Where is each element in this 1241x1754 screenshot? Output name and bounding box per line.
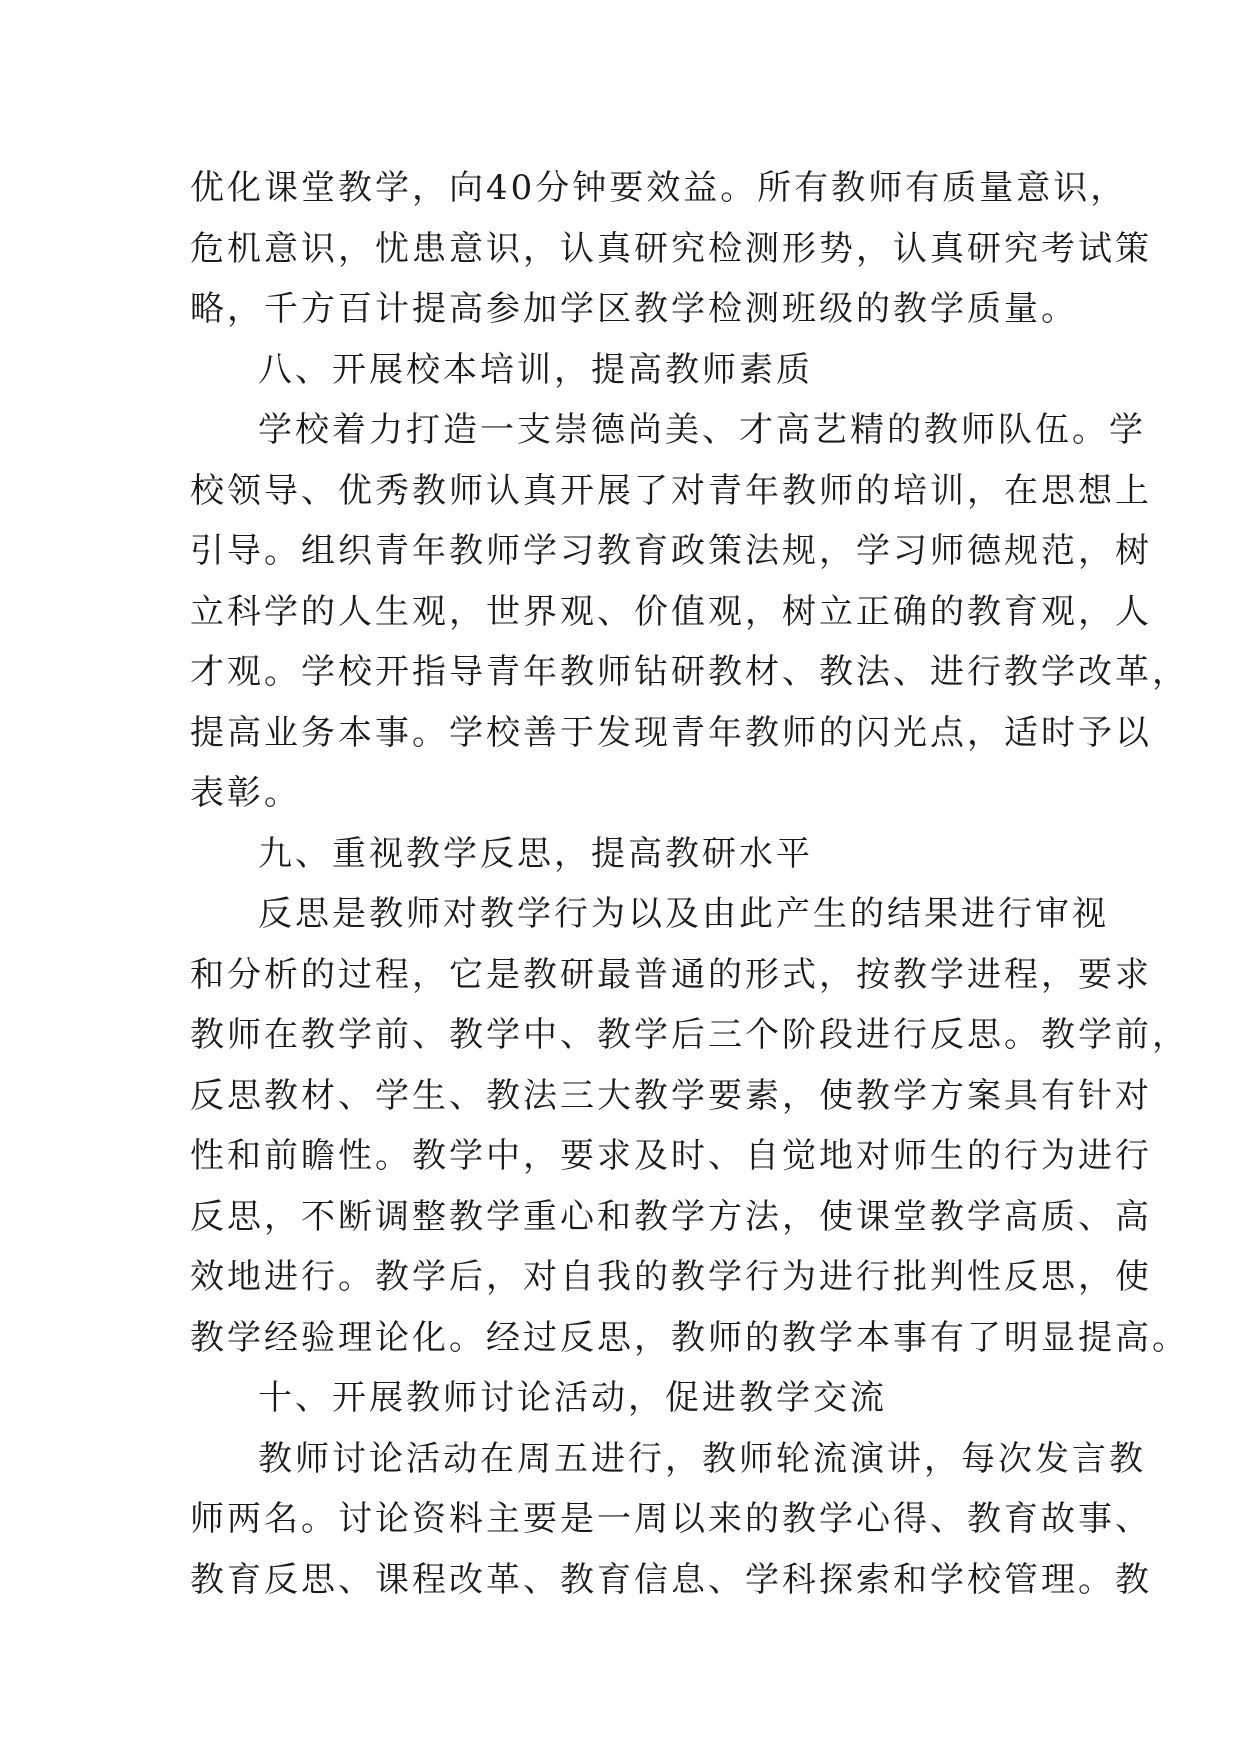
body-line: 学校着力打造一支崇德尚美、才高艺精的教师队伍。学 xyxy=(258,410,1146,450)
body-line: 教学经验理论化。经过反思，教师的教学本事有了明显提高。 xyxy=(190,1317,1189,1358)
section-heading-9: 九、重视教学反思，提高教研水平 xyxy=(258,833,813,874)
body-line: 反思教材、学生、教法三大教学要素，使教学方案具有针对 xyxy=(190,1075,1152,1116)
document-body xyxy=(190,158,1189,1610)
body-line: 效地进行。教学后，对自我的教学行为进行批判性反思，使 xyxy=(190,1257,1152,1297)
body-line: 师两名。讨论资料主要是一周以来的教学心得、教育故事、 xyxy=(190,1499,1152,1539)
section-heading-8: 八、开展校本培训，提高教师素质 xyxy=(258,349,813,390)
section-heading-10: 十、开展教师讨论活动，促进教学交流 xyxy=(258,1378,887,1418)
body-line: 性和前瞻性。教学中，要求及时、自觉地对师生的行为进行 xyxy=(190,1136,1152,1176)
body-line: 危机意识，忧患意识，认真研究检测形势，认真研究考试策 xyxy=(190,228,1152,269)
body-line: 引导。组织青年教师学习教育政策法规，学习师德规范，树 xyxy=(190,531,1152,571)
body-line: 才观。学校开指导青年教师钻研教材、教法、进行教学改革， xyxy=(190,652,1189,692)
body-line: 教师讨论活动在周五进行，教师轮流演讲，每次发言教 xyxy=(258,1438,1146,1479)
body-line: 优化课堂教学，向40分钟要效益。所有教师有质量意识， xyxy=(190,168,1128,208)
body-line: 教师在教学前、教学中、教学后三个阶段进行反思。教学前， xyxy=(190,1015,1189,1055)
body-line: 和分析的过程，它是教研最普通的形式，按教学进程，要求 xyxy=(190,954,1152,995)
body-line: 反思是教师对教学行为以及由此产生的结果进行审视 xyxy=(258,894,1109,934)
body-line: 校领导、优秀教师认真开展了对青年教师的培训，在思想上 xyxy=(190,470,1152,511)
body-line: 提高业务本事。学校善于发现青年教师的闪光点，适时予以 xyxy=(190,712,1152,753)
body-line: 教育反思、课程改革、教育信息、学科探索和学校管理。教 xyxy=(190,1559,1152,1600)
body-line: 反思，不断调整教学重心和教学方法，使课堂教学高质、高 xyxy=(190,1196,1152,1237)
body-line: 表彰。 xyxy=(190,773,301,813)
body-line: 立科学的人生观，世界观、价值观，树立正确的教育观，人 xyxy=(190,591,1152,632)
body-line: 略，千方百计提高参加学区教学检测班级的教学质量。 xyxy=(190,289,1078,329)
